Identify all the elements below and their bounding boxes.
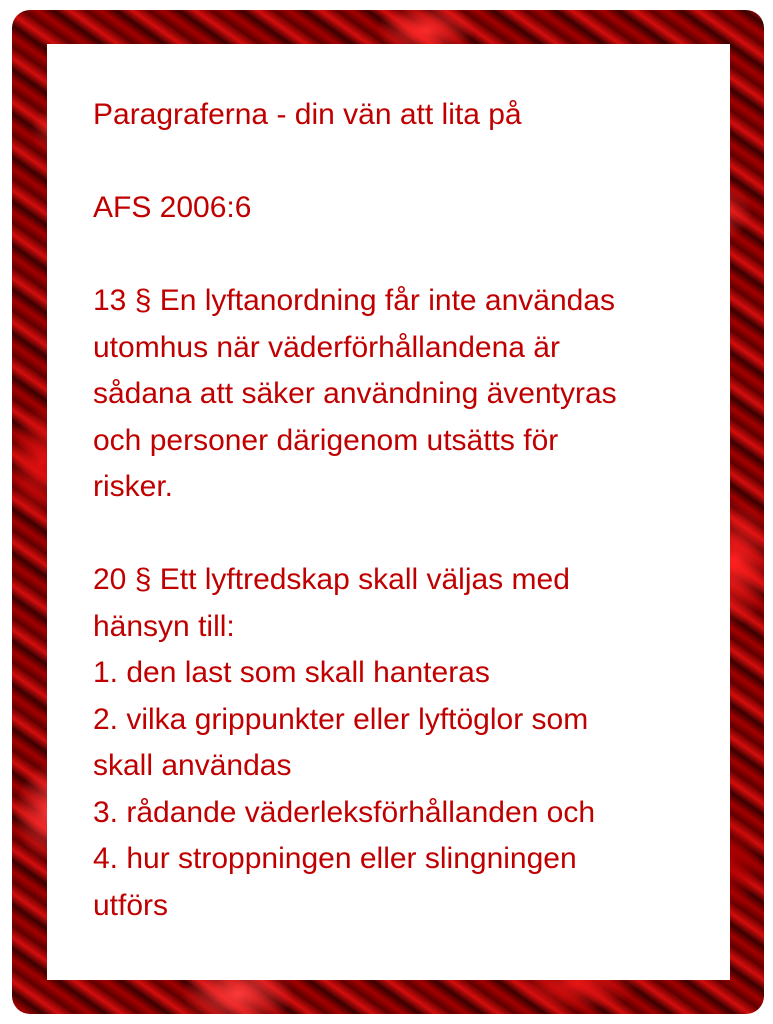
document-page (47, 44, 730, 980)
spacer (93, 511, 713, 558)
section-13-line: och personer därigenom utsätts för (93, 423, 559, 457)
section-13-line: risker. (93, 470, 174, 503)
document-title: Paragraferna - din vän att lita på (93, 98, 522, 131)
section-20-intro-line: 20 § Ett lyftredskap skall väljas med (93, 563, 570, 596)
section-20-intro-line: hänsyn till: (93, 609, 235, 643)
section-13-line: 13 § En lyftanordning får inte användas (93, 284, 616, 317)
section-20-list-item: utförs (93, 888, 169, 922)
section-13-line: sådana att säker användning äventyras (93, 377, 617, 410)
section-20-list-item: 4. hur stroppningen eller slingningen (93, 842, 577, 875)
document-content (93, 92, 713, 929)
spacer (93, 232, 713, 279)
section-20-list-item: 3. rådande väderleksförhållanden och (93, 795, 596, 829)
spacer (93, 139, 713, 186)
regulation-reference: AFS 2006:6 (93, 191, 252, 224)
section-20-list-item: skall användas (93, 749, 292, 782)
section-13-line: utomhus när väderförhållandena är (93, 330, 560, 364)
section-20-list-item: 1. den last som skall hanteras (93, 656, 490, 689)
section-20-list-item: 2. vilka grippunkter eller lyftöglor som (93, 702, 589, 736)
